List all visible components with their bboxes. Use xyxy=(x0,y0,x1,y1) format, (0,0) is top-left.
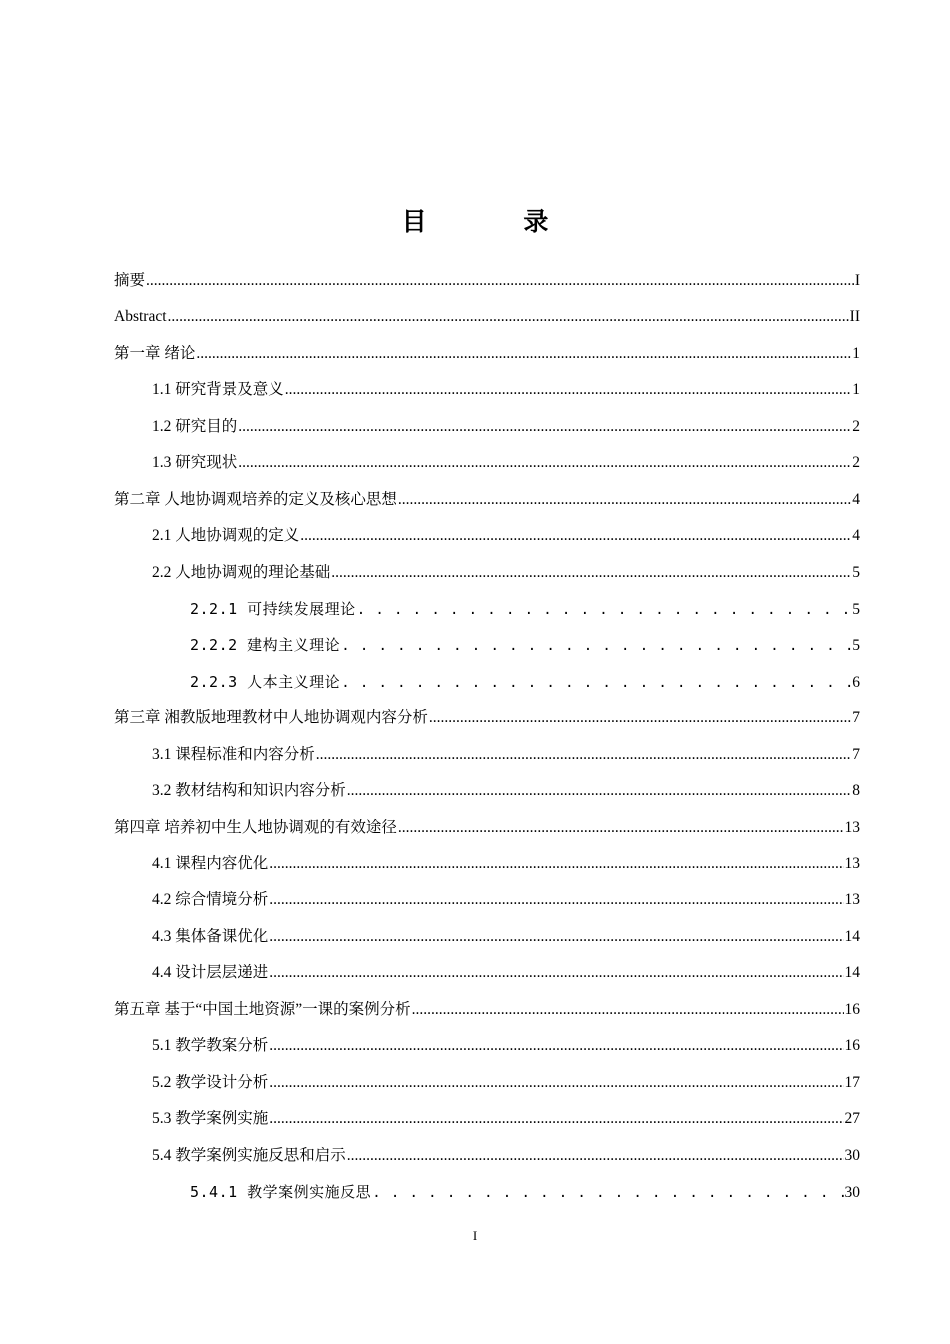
toc-entry-page: 5 xyxy=(852,600,860,618)
toc-entry[interactable] xyxy=(114,1174,860,1210)
toc-leader-dots xyxy=(412,992,844,1028)
toc-leader-dots xyxy=(238,409,851,445)
toc-entry[interactable] xyxy=(114,882,860,918)
toc-leader-dots xyxy=(168,299,849,335)
toc-entry[interactable] xyxy=(114,773,860,809)
toc-entry[interactable] xyxy=(114,1065,860,1101)
toc-entry-label: 第二章 人地协调观培养的定义及核心思想 xyxy=(114,490,397,508)
toc-entry-label: 2.2.2 建构主义理论 xyxy=(190,636,341,655)
toc-entry[interactable] xyxy=(114,810,860,846)
toc-entry-page: 1 xyxy=(852,344,860,362)
toc-entry-page: 17 xyxy=(844,1073,860,1091)
toc-entry[interactable] xyxy=(114,1028,860,1064)
toc-leader-dots xyxy=(146,263,854,299)
toc-entry[interactable] xyxy=(114,1101,860,1137)
toc-entry-label: 1.2 研究目的 xyxy=(152,417,238,435)
toc-entry-page: 7 xyxy=(852,709,860,727)
toc-entry[interactable] xyxy=(114,846,860,882)
toc-entry-label: 4.2 综合情境分析 xyxy=(152,891,269,909)
toc-entry-label: 4.4 设计层层递进 xyxy=(152,964,269,982)
toc-entry[interactable] xyxy=(114,700,860,736)
page-number-footer: I xyxy=(472,1228,478,1243)
toc-leader-dots xyxy=(331,555,851,591)
toc-leader-dots xyxy=(357,592,852,628)
toc-leader-dots xyxy=(269,919,843,955)
toc-entry[interactable] xyxy=(114,992,860,1028)
toc-entry[interactable] xyxy=(114,482,860,518)
toc-entry[interactable] xyxy=(114,664,860,700)
toc-entry[interactable] xyxy=(114,737,860,773)
toc-entry[interactable] xyxy=(114,555,860,591)
toc-leader-dots xyxy=(285,372,851,408)
toc-entry-page: 1 xyxy=(852,381,860,399)
toc-leader-dots xyxy=(196,336,851,372)
toc-entry-label: 5.4.1 教学案例实施反思 xyxy=(190,1182,372,1201)
toc-entry-label: 2.2.3 人本主义理论 xyxy=(190,672,341,691)
toc-entry-page: 2 xyxy=(852,454,860,472)
toc-entry-label: 5.4 教学案例实施反思和启示 xyxy=(152,1146,346,1164)
toc-leader-dots xyxy=(269,846,843,882)
toc-entry-label: 第三章 湘教版地理教材中人地协调观内容分析 xyxy=(114,709,428,727)
toc-entry-page: 16 xyxy=(844,1037,860,1055)
toc-entry[interactable] xyxy=(114,591,860,627)
toc-entry[interactable] xyxy=(114,263,860,299)
toc-entry[interactable] xyxy=(114,1138,860,1174)
toc-entry[interactable] xyxy=(114,336,860,372)
toc-entry-page: 14 xyxy=(844,964,860,982)
toc-entry-page: 4 xyxy=(852,527,860,545)
toc-entry-label: 2.2 人地协调观的理论基础 xyxy=(152,563,331,581)
toc-leader-dots xyxy=(347,773,851,809)
toc-entry-label: 2.1 人地协调观的定义 xyxy=(152,527,300,545)
toc-entry-page: 6 xyxy=(852,673,860,691)
toc-entry-label: 5.3 教学案例实施 xyxy=(152,1110,269,1128)
toc-entry-page: I xyxy=(854,272,860,289)
toc-leader-dots xyxy=(269,955,843,991)
toc-entry-page: 30 xyxy=(844,1146,860,1164)
toc-entry-label: 5.1 教学教案分析 xyxy=(152,1037,269,1055)
toc-entry-label: 4.1 课程内容优化 xyxy=(152,855,269,872)
toc-leader-dots xyxy=(269,1065,843,1101)
toc-entry-label: 4.3 集体备课优化 xyxy=(152,927,269,945)
toc-leader-dots xyxy=(238,445,851,481)
toc-entry-page: 30 xyxy=(844,1183,860,1201)
toc-leader-dots xyxy=(316,737,851,773)
toc-leader-dots xyxy=(269,1028,843,1064)
toc-entry[interactable] xyxy=(114,518,860,554)
toc-entry-page: 5 xyxy=(852,563,860,581)
toc-entry-label: 第五章 基于“中国土地资源”一课的案例分析 xyxy=(114,1000,411,1018)
toc-entry[interactable] xyxy=(114,955,860,991)
toc-leader-dots xyxy=(429,700,851,736)
toc-entry-page: 27 xyxy=(844,1110,860,1128)
toc-leader-dots xyxy=(398,810,844,846)
toc-entry[interactable] xyxy=(114,372,860,408)
toc-entry-page: 7 xyxy=(852,745,860,763)
toc-entry-page: 5 xyxy=(852,637,860,655)
toc-entry-label: 摘要 xyxy=(114,272,146,289)
toc-entry-page: 4 xyxy=(852,490,860,508)
toc-entry-label: 1.1 研究背景及意义 xyxy=(152,381,284,399)
toc-entry-page: 2 xyxy=(852,417,860,435)
toc-entry-page: 16 xyxy=(844,1000,860,1018)
toc-leader-dots xyxy=(347,1138,844,1174)
page-title: 目 录 xyxy=(401,207,593,236)
toc-entry-label: 2.2.1 可持续发展理论 xyxy=(190,599,356,618)
toc-entry-page: 13 xyxy=(844,855,860,872)
toc-entry-page: 8 xyxy=(852,782,860,800)
toc-leader-dots xyxy=(372,1175,843,1211)
toc-entry-page: 13 xyxy=(844,818,860,836)
toc-entry-label: 3.2 教材结构和知识内容分析 xyxy=(152,782,346,800)
toc-entry-label: 5.2 教学设计分析 xyxy=(152,1073,269,1091)
toc-entry-label: 3.1 课程标准和内容分析 xyxy=(152,745,315,763)
toc-leader-dots xyxy=(269,1101,843,1137)
toc-entry[interactable] xyxy=(114,919,860,955)
toc-leader-dots xyxy=(300,518,851,554)
toc-entry[interactable] xyxy=(114,299,860,335)
toc-entry-label: 第四章 培养初中生人地协调观的有效途径 xyxy=(114,818,397,836)
toc-entry[interactable] xyxy=(114,445,860,481)
toc-entry[interactable] xyxy=(114,409,860,445)
toc-entry-label: Abstract xyxy=(114,308,167,326)
toc-leader-dots xyxy=(398,482,851,518)
table-of-contents xyxy=(114,263,860,1210)
toc-leader-dots xyxy=(341,628,851,664)
toc-entry-label: 第一章 绪论 xyxy=(114,344,196,362)
toc-entry-page: 13 xyxy=(844,891,860,909)
toc-leader-dots xyxy=(269,882,843,918)
toc-entry[interactable] xyxy=(114,627,860,663)
toc-entry-page: 14 xyxy=(844,927,860,945)
toc-leader-dots xyxy=(341,665,851,701)
toc-entry-page: II xyxy=(849,308,860,326)
toc-entry-label: 1.3 研究现状 xyxy=(152,454,238,472)
